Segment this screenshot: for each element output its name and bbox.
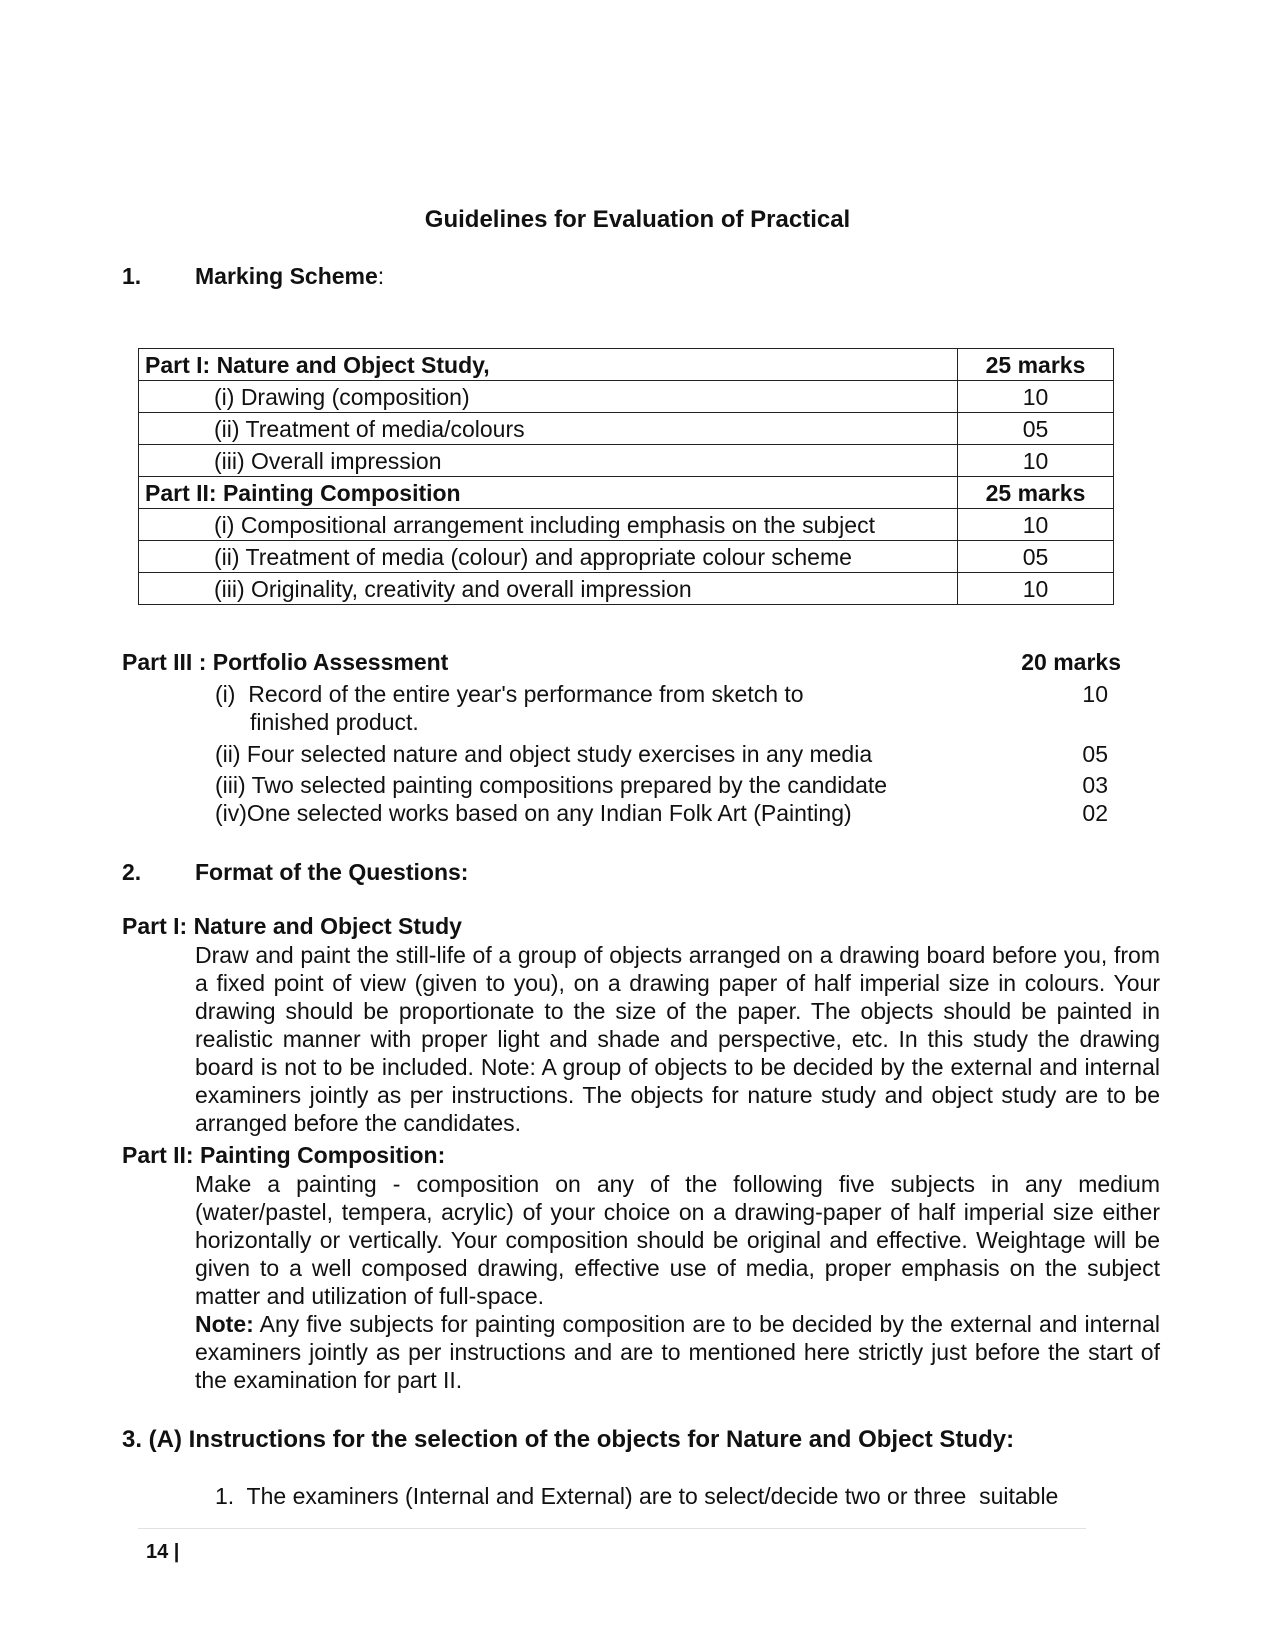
- portfolio-item-value: 10: [1082, 681, 1108, 707]
- table-cell-label: (ii) Treatment of media/colours: [139, 413, 958, 445]
- portfolio-item-value: 02: [1082, 800, 1108, 826]
- table-row: [139, 573, 1114, 605]
- part1-heading: Part I: Nature and Object Study: [122, 913, 462, 939]
- table-row: [139, 445, 1114, 477]
- table-row: [139, 381, 1114, 413]
- note-text: Any five subjects for painting composition are to be decided by the external and internal examiners jointly as per instructions and are to mentioned here strictly just before the start of the examination for part II.: [195, 1311, 1160, 1393]
- marking-scheme-table: [138, 348, 1114, 605]
- portfolio-item-label-cont: finished product.: [250, 709, 419, 735]
- portfolio-item-label: (iv)One selected works based on any Indian Folk Art (Painting): [215, 800, 852, 826]
- portfolio-item-value: 05: [1082, 741, 1108, 767]
- part2-paragraph: [195, 1170, 1160, 1394]
- table-row: [139, 349, 1114, 381]
- section-3-item-1: 1. The examiners (Internal and External) are to select/decide two or three suitable: [215, 1483, 1059, 1509]
- page-title: Guidelines for Evaluation of Practical: [424, 206, 851, 233]
- section-2-number: 2.: [122, 859, 142, 885]
- section-1-colon: :: [377, 263, 385, 289]
- portfolio-item-value: 03: [1082, 772, 1108, 798]
- portfolio-item-label: (ii) Four selected nature and object study exercises in any media: [215, 741, 873, 767]
- table-cell-label: (iii) Overall impression: [139, 445, 958, 477]
- part2-text: Make a painting - composition on any of the following five subjects in any medium (water/pastel, tempera, acrylic) of your choice on a drawing-paper of half imperial size either horizontally or vertically. Your composition should be original and effective. Weightage will be given to a well composed drawing, effective use of media, proper emphasis on the subject matter and utilization of full-space.: [195, 1171, 1160, 1309]
- footer-divider: [138, 1528, 1086, 1529]
- table-cell-value: 05: [958, 413, 1114, 445]
- table-cell-label: (ii) Treatment of media (colour) and appropriate colour scheme: [139, 541, 958, 573]
- section-1-number: 1.: [122, 263, 142, 289]
- table-cell-value: 25 marks: [958, 349, 1114, 381]
- table-cell-label: (i) Compositional arrangement including emphasis on the subject: [139, 509, 958, 541]
- portfolio-marks: 20 marks: [1021, 649, 1121, 675]
- part1-paragraph: [195, 941, 1160, 1137]
- section-2-title: Format of the Questions:: [195, 859, 469, 885]
- portfolio-item-label: (i) Record of the entire year's performance from sketch to: [215, 681, 804, 707]
- table-row: [139, 477, 1114, 509]
- table-cell-value: 05: [958, 541, 1114, 573]
- section-3-heading: 3. (A) Instructions for the selection of the objects for Nature and Object Study:: [122, 1426, 1015, 1453]
- table-cell-label: (i) Drawing (composition): [139, 381, 958, 413]
- table-row: [139, 413, 1114, 445]
- portfolio-item-label: (iii) Two selected painting compositions prepared by the candidate: [215, 772, 888, 798]
- section-1-heading: [195, 262, 384, 290]
- page-number: 14 |: [146, 1541, 180, 1563]
- table-cell-value: 10: [958, 381, 1114, 413]
- table-row: [139, 509, 1114, 541]
- portfolio-heading: Part III : Portfolio Assessment: [122, 649, 449, 675]
- table-cell-value: 10: [958, 509, 1114, 541]
- note-label: Note:: [195, 1311, 254, 1337]
- part2-note: [195, 1310, 1160, 1394]
- section-1-title: Marking Scheme: [195, 263, 378, 289]
- part1-text: Draw and paint the still-life of a group of objects arranged on a drawing board before you, from a fixed point of view (given to you), on a drawing paper of half imperial size in colours. Your drawing should be proportionate to the size of the paper. The objects should be painted in realistic manner with proper light and shade and perspective, etc. In this study the drawing board is not to be included. Note: A group of objects to be decided by the external and internal examiners jointly as per instructions. The objects for nature study and object study are to be arranged before the candidates.: [195, 942, 1160, 1136]
- table-row: [139, 541, 1114, 573]
- table-cell-label: (iii) Originality, creativity and overall impression: [139, 573, 958, 605]
- table-cell-value: 25 marks: [958, 477, 1114, 509]
- table-cell-value: 10: [958, 445, 1114, 477]
- table-cell-label: Part I: Nature and Object Study,: [139, 349, 958, 381]
- table-cell-label: Part II: Painting Composition: [139, 477, 958, 509]
- table-cell-value: 10: [958, 573, 1114, 605]
- part2-heading: Part II: Painting Composition:: [122, 1142, 446, 1168]
